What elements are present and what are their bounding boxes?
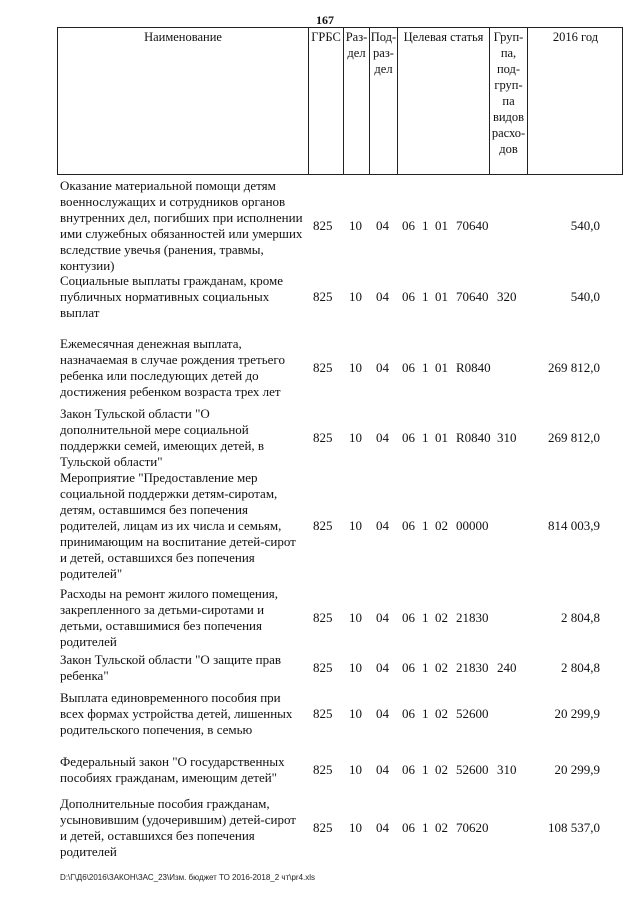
header-grbs-label: ГРБС [311, 30, 341, 44]
row-amount: 269 812,0 [548, 430, 600, 445]
row-grbs: 825 [313, 360, 333, 375]
row-name: Закон Тульской области "О дополнительной мере социальной поддержки семей, имеющих детей, в Тульской области" [60, 406, 265, 469]
row-podrazdel: 04 [376, 289, 389, 304]
row-amount: 540,0 [570, 218, 600, 233]
row-grbs: 825 [313, 430, 333, 445]
row-razdel: 10 [349, 762, 362, 777]
header-target-column [397, 28, 489, 174]
row-target-subprogram: 1 [422, 518, 429, 533]
row-razdel: 10 [349, 518, 362, 533]
row-podrazdel: 04 [376, 706, 389, 721]
row-podrazdel: 04 [376, 610, 389, 625]
row-podrazdel: 04 [376, 518, 389, 533]
row-target-program: 06 [402, 360, 415, 375]
row-name: Мероприятие "Предоставление мер социальной поддержки детям-сиротам, детям, оставшимся без попечения родителей, лицам из их числа и семьям, принимающим на воспитание детей-сирот и детей, оставшихся без попечения родителей" [60, 470, 296, 581]
row-razdel: 10 [349, 430, 362, 445]
header-name-label: Наименование [144, 30, 222, 44]
row-target-program: 06 [402, 430, 415, 445]
row-target-subprogram: 1 [422, 430, 429, 445]
row-grbs: 825 [313, 218, 333, 233]
row-target-subprogram: 1 [422, 820, 429, 835]
header-year-label: 2016 год [552, 30, 599, 44]
row-razdel: 10 [349, 360, 362, 375]
row-target-activity: 01 [435, 430, 448, 445]
row-target-program: 06 [402, 289, 415, 304]
row-target-subprogram: 1 [422, 289, 429, 304]
row-razdel: 10 [349, 610, 362, 625]
row-name: Дополнительные пособия гражданам, усыновившим (удочерившим) детей-сирот и детей, оставшихся без попечения родителей [60, 796, 296, 859]
row-target-subprogram: 1 [422, 762, 429, 777]
row-name: Федеральный закон "О государственных пособиях гражданам, имеющим детей" [60, 754, 285, 785]
row-name: Закон Тульской области "О защите прав ребенка" [60, 652, 282, 683]
row-target-subprogram: 1 [422, 610, 429, 625]
file-path-footer: D:\Г\Д6\2016\ЗАКОН\ЗАС_23\Изм. бюджет ТО 2016-2018_2 чт\pr4.xls [60, 873, 316, 882]
header-podrazdel-column [369, 28, 397, 174]
header-target-label: Целевая статья [403, 30, 484, 44]
row-target-program: 06 [402, 820, 415, 835]
row-target-direction: R0840 [456, 360, 491, 375]
row-amount: 540,0 [570, 289, 600, 304]
row-podrazdel: 04 [376, 430, 389, 445]
row-target-direction: 21830 [456, 610, 489, 625]
row-podrazdel: 04 [376, 218, 389, 233]
row-podrazdel: 04 [376, 762, 389, 777]
header-razdel-label: Раз- дел [345, 30, 368, 60]
row-target-direction: 00000 [456, 518, 489, 533]
row-name: Выплата единовременного пособия при всех формах устройства детей, лишенных родительского попечения, в семью [60, 690, 293, 737]
row-amount: 814 003,9 [548, 518, 600, 533]
row-group: 310 [497, 762, 517, 777]
row-razdel: 10 [349, 289, 362, 304]
row-target-program: 06 [402, 706, 415, 721]
row-target-activity: 01 [435, 218, 448, 233]
row-group: 320 [497, 289, 517, 304]
row-razdel: 10 [349, 820, 362, 835]
row-target-direction: 21830 [456, 660, 489, 675]
row-grbs: 825 [313, 706, 333, 721]
row-target-direction: R0840 [456, 430, 491, 445]
row-name: Социальные выплаты гражданам, кроме публичных нормативных социальных выплат [60, 273, 283, 320]
row-grbs: 825 [313, 660, 333, 675]
row-target-subprogram: 1 [422, 360, 429, 375]
header-name-column [58, 28, 308, 174]
row-target-direction: 70640 [456, 218, 489, 233]
row-amount: 108 537,0 [548, 820, 600, 835]
page-number: 167 [316, 13, 334, 27]
header-podrazdel-label: Под- раз- дел [370, 30, 397, 76]
header-year-column [527, 28, 623, 174]
row-target-activity: 01 [435, 289, 448, 304]
row-target-program: 06 [402, 218, 415, 233]
row-target-direction: 52600 [456, 706, 489, 721]
row-grbs: 825 [313, 762, 333, 777]
row-name: Ежемесячная денежная выплата, назначаемая в случае рождения третьего ребенка или последующих детей до достижения ребенком возраста трех лет [60, 336, 285, 399]
row-target-activity: 02 [435, 820, 448, 835]
row-target-activity: 02 [435, 706, 448, 721]
header-razdel-column [343, 28, 369, 174]
header-grbs-column [308, 28, 343, 174]
row-target-program: 06 [402, 762, 415, 777]
row-target-program: 06 [402, 518, 415, 533]
row-razdel: 10 [349, 706, 362, 721]
row-target-subprogram: 1 [422, 706, 429, 721]
row-razdel: 10 [349, 218, 362, 233]
row-podrazdel: 04 [376, 820, 389, 835]
row-amount: 2 804,8 [561, 660, 600, 675]
row-name: Расходы на ремонт жилого помещения, закрепленного за детьми-сиротами и детьми, оставшимися без попечения родителей [60, 586, 279, 649]
row-name: Оказание материальной помощи детям военнослужащих и сотрудников органов внутренних дел, погибших при исполнении ими служебных обязанностей или умерших вследствие увечья (ранения, травмы, контузии) [60, 178, 303, 273]
row-grbs: 825 [313, 289, 333, 304]
table-header [57, 27, 623, 175]
row-target-activity: 01 [435, 360, 448, 375]
row-target-direction: 70620 [456, 820, 489, 835]
row-target-direction: 52600 [456, 762, 489, 777]
row-razdel: 10 [349, 660, 362, 675]
row-target-activity: 02 [435, 660, 448, 675]
row-amount: 269 812,0 [548, 360, 600, 375]
row-group: 310 [497, 430, 517, 445]
header-group-label: Груп- па, под- груп- па видов расхо- дов [491, 30, 526, 156]
row-target-activity: 02 [435, 762, 448, 777]
row-podrazdel: 04 [376, 360, 389, 375]
row-group: 240 [497, 660, 517, 675]
header-group-column [489, 28, 527, 174]
row-target-program: 06 [402, 610, 415, 625]
row-target-activity: 02 [435, 610, 448, 625]
row-grbs: 825 [313, 820, 333, 835]
row-amount: 20 299,9 [554, 762, 600, 777]
row-target-program: 06 [402, 660, 415, 675]
row-podrazdel: 04 [376, 660, 389, 675]
row-grbs: 825 [313, 610, 333, 625]
row-amount: 2 804,8 [561, 610, 600, 625]
row-target-subprogram: 1 [422, 218, 429, 233]
row-target-activity: 02 [435, 518, 448, 533]
row-grbs: 825 [313, 518, 333, 533]
row-amount: 20 299,9 [554, 706, 600, 721]
row-target-subprogram: 1 [422, 660, 429, 675]
row-target-direction: 70640 [456, 289, 489, 304]
